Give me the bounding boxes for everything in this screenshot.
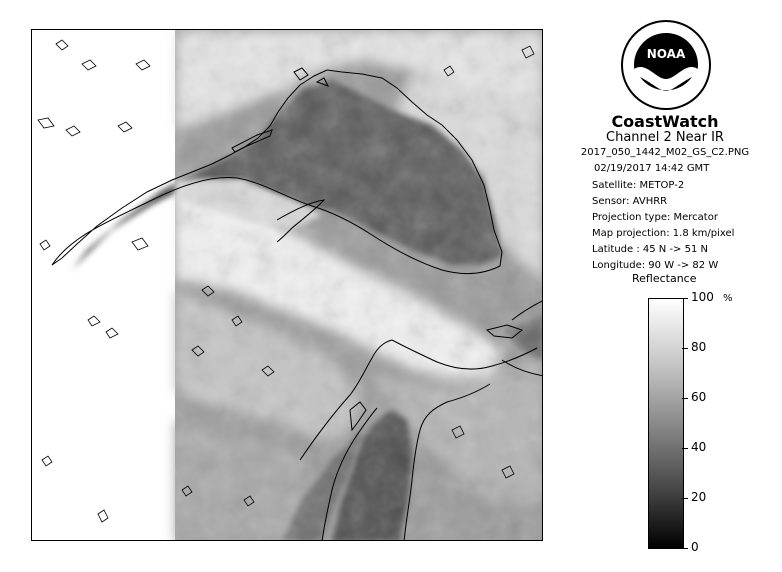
channel-label: Channel 2 Near IR [606,130,724,145]
longitude-label: Longitude: 90 W -> 82 W [592,260,719,271]
colorbar [648,298,684,549]
colorbar-tick-label: 0 [691,540,699,554]
colorbar-tick-mark [682,348,688,349]
filename-label: 2017_050_1442_M02_GS_C2.PNG [580,147,750,158]
noaa-seal-icon [618,17,714,113]
datetime-label: 02/19/2017 14:42 GMT [594,163,710,174]
colorbar-tick-label: 20 [691,490,707,504]
satellite-imagery [32,30,543,541]
latitude-label: Latitude : 45 N -> 51 N [592,244,708,255]
colorbar-tick-label: 40 [691,440,707,454]
colorbar-tick-mark [682,398,688,399]
colorbar-tick-label: 60 [691,390,707,404]
sensor-label: Sensor: AVHRR [592,196,668,207]
info-panel [560,0,782,572]
map-projection-label: Map projection: 1.8 km/pixel [592,228,735,239]
colorbar-tick-label: 80 [691,340,707,354]
satellite-map [31,29,543,541]
colorbar-unit: % [723,293,733,304]
colorbar-tick-mark [682,548,688,549]
satellite-label: Satellite: METOP-2 [592,180,685,191]
noaa-logo [618,17,714,113]
logo-center-text: NOAA [646,47,686,61]
colorbar-tick-label: 100 [691,290,714,304]
colorbar-tick-mark [682,498,688,499]
colorbar-tick-mark [682,298,688,299]
colorbar-title: Reflectance [632,272,697,285]
app-title: CoastWatch [611,112,719,131]
colorbar-tick-mark [682,448,688,449]
projection-type-label: Projection type: Mercator [592,212,718,223]
